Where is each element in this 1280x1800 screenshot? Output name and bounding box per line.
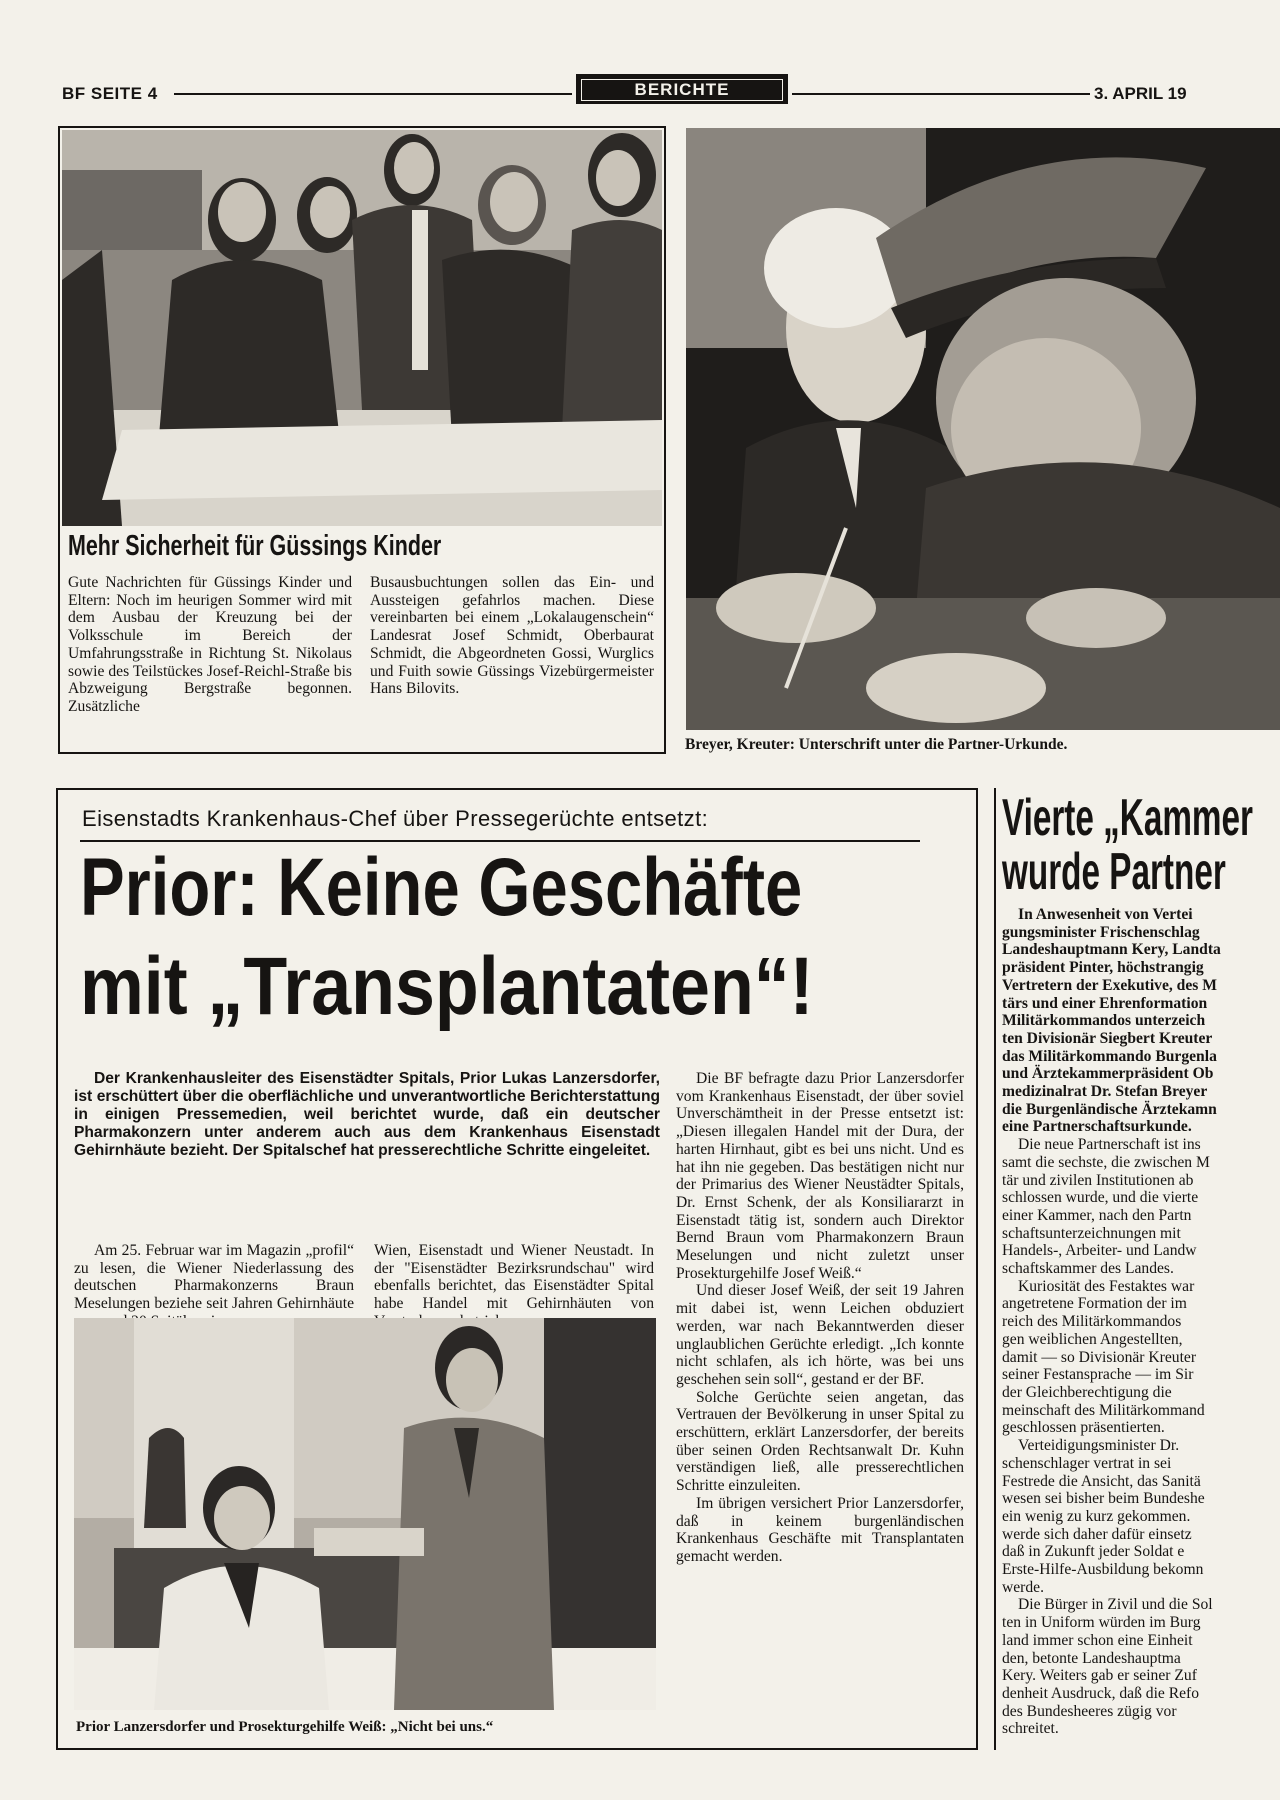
story-guessing-col2: Busausbuchtungen sollen das Ein- und Aussteigen gefahrlos machen. Diese vereinbarten bei einem „Lokalaugenschein“ Landesrat Josef Schmidt, Oberbaurat Schmidt, die Abgeordneten Gossi, Wurglics und Fuith sowie Güssings Vizebürgermeister Hans Bilovits. (370, 574, 654, 698)
text-line: land immer schon eine Einheit (1002, 1631, 1193, 1649)
text-line: ten in Uniform würden im Burg (1002, 1614, 1201, 1632)
text-line: gen weiblichen Angestellten, (1002, 1330, 1183, 1348)
photo-partner-signing-caption: Breyer, Kreuter: Unterschrift unter die Partner-Urkunde. (685, 736, 1068, 753)
text-line: ten Divisionär Siegbert Kreuter (1002, 1029, 1213, 1047)
story-guessing-col1: Gute Nachrichten für Güssings Kinder und Eltern: Noch im heurigen Sommer wird mit dem Ausbau der Kreuzung bei der Volksschule im Bereich der Umfahrungsstraße in Richtung St. Nikolaus sowie des Teilstückes Josef-Reichl-Straße bis Abzweigung Bergstraße begonnen. Zusätzliche (68, 574, 352, 715)
text-line: Militärkommandos unterzeich (1002, 1012, 1206, 1030)
text-line: den, betonte Landeshauptma (1002, 1649, 1181, 1667)
text-line: präsident Pinter, höchstrangig (1002, 959, 1204, 977)
story-prior-col2: Wien, Eisenstadt und Wiener Neustadt. In der "Eisenstädter Bezirksrundschau" wird ebenfalls berichtet, das Eisenstädter Spital habe Handel mit Gehirnhäuten von (374, 1242, 654, 1313)
text-line: werde sich daher dafür einsetz (1002, 1525, 1192, 1543)
page-date: 3. APRIL 19 (1094, 84, 1187, 103)
story-prior-headline-line2: mit „Transplantaten“! (80, 941, 814, 1032)
text-line: Festrede die Ansicht, das Sanitä (1002, 1472, 1201, 1490)
text-line: die Burgenländische Ärztekamn (1002, 1100, 1217, 1118)
text-line: seiner Festansprache — im Sir (1002, 1366, 1194, 1384)
story-kammer-body (1002, 1136, 1280, 1738)
text-line: reich des Militärkommandos (1002, 1313, 1182, 1331)
story-kammer-text (1002, 906, 1280, 1752)
text-line: einer Kammer, nach den Partn (1002, 1206, 1192, 1224)
text-line: damit — so Divisionär Kreuter (1002, 1348, 1197, 1366)
text-line: Vertretern der Exekutive, des M (1002, 976, 1217, 994)
text-line: In Anwesenheit von Vertei (1018, 906, 1193, 923)
section-label: BERICHTE (576, 74, 788, 104)
text-line: samt die sechste, die zwischen M (1002, 1153, 1210, 1171)
text-line: denheit Ausdruck, daß die Refo (1002, 1684, 1200, 1702)
text-line: tär und zivilen Institutionen ab (1002, 1171, 1194, 1189)
story-prior-lead: Der Krankenhausleiter des Eisenstädter Spitals, Prior Lukas Lanzersdorfer, ist erschüttert über die oberflächliche und unverantwortliche Berichterstattung in einigen Pressemedien, weil berichtet wurde, daß ein deutscher Pharmakonzern unter anderem auch aus dem Krankenhaus Eisenstadt Gehirnhäute bezieht. Der Spitalschef hat presserechtliche Schritte eingeleitet. (74, 1070, 660, 1160)
text-line: angetretene Formation der im (1002, 1295, 1187, 1313)
text-line: der Gleichberechtigung die (1002, 1383, 1172, 1401)
text-line: werde. (1002, 1578, 1044, 1596)
photo-guessing-officials (62, 130, 662, 526)
text-line: tärs und einer Ehrenformation (1002, 994, 1208, 1012)
story-kammer-lead (1002, 906, 1280, 1136)
text-line: Kery. Weiters gab er seiner Zuf (1002, 1667, 1197, 1685)
text-line: Die Bürger in Zivil und die Sol (1018, 1596, 1213, 1614)
text-line: schenschlager vertrat in sei (1002, 1454, 1172, 1472)
text-line: und Ärztekammerpräsident Ob (1002, 1065, 1214, 1083)
photo-prior-and-weiss-caption: Prior Lanzersdorfer und Prosekturgehilfe Weiß: „Nicht bei uns.“ (76, 1719, 494, 1735)
text-line: des Bundesheeres zügig vor (1002, 1702, 1177, 1720)
story-kammer-left-rule (994, 788, 996, 1750)
text-line: Verteidigungsminister Dr. (1018, 1437, 1180, 1455)
text-line: ein wenig zu kurz gekommen. (1002, 1507, 1191, 1525)
text-line: Kuriosität des Festaktes war (1018, 1277, 1195, 1295)
story-prior-col3: Die BF befragte dazu Prior Lanzersdorfer vom Krankenhaus Eisenstadt, der über soviel Unverschämtheit in der Presse entsetzt ist: „Diesen illegalen Handel mit der Dura, der harten Hirnhaut, gibt es bei uns nicht. Und es hat ihn nie gegeben. Das bestätigen nicht nur der Primarius des Wiener Neustädter Spitals, Dr. Ernst Schenk, der als Konsiliararzt in Eisenstadt tätig ist, sondern auch Direktor Bernd Braun vom Pharmakonzern Braun Meselungen und nicht zuletzt unser Prosekturgehilfe Josef Weiß.“ Und dieser Josef Weiß, der seit 19 Jahren mit dabei ist, wenn Leichen obduziert werden, war nach Bekanntwerden dieser unglaublichen Gerüchte erledigt. „Ich konnte nicht schlafen, als ich hörte, was bei uns geschehen sein soll“, gestand er der BF. Solche Gerüchte seien angetan, das Vertrauen der Bevölkerung in unser Spital zu erschüttern, erklärt Lanzersdorfer, der bereits über seinen Orden Rechtsanwalt Dr. Kuhn verständigen ließ, alle presserechtlichen Schritte einzuleiten. Im übrigen versichert Prior Lanzersdorfer, daß in keinem burgenländischen Krankenhaus Geschäfte mit Transplantaten gemacht werden. (676, 1070, 964, 1565)
story-guessing-headline: Mehr Sicherheit für Güssings Kinder (68, 530, 442, 562)
header-rule-right (792, 93, 1090, 95)
text-line: schlossen wurde, und die vierte (1002, 1189, 1199, 1207)
text-line: geschlossen präsentierten. (1002, 1419, 1165, 1437)
text-line: Die neue Partnerschaft ist ins (1018, 1136, 1201, 1154)
photo-prior-and-weiss (74, 1318, 656, 1710)
text-line: gungsminister Frischenschlag (1002, 923, 1200, 941)
story-kammer-headline-line2: wurde Partner (1002, 843, 1226, 901)
story-kammer-headline-line1: Vierte „Kammer (1002, 789, 1253, 847)
text-line: schreitet. (1002, 1720, 1059, 1738)
page-folio: BF SEITE 4 (62, 84, 158, 103)
photo-partner-signing (686, 128, 1280, 730)
text-line: schaftskammer des Landes. (1002, 1260, 1174, 1278)
text-line: Handels-, Arbeiter- und Landw (1002, 1242, 1197, 1260)
text-line: Landeshauptmann Kery, Landta (1002, 941, 1221, 959)
text-line: wesen sei bisher beim Bundeshe (1002, 1490, 1205, 1508)
text-line: daß in Zukunft jeder Soldat e (1002, 1543, 1185, 1561)
text-line: das Militärkommando Burgenla (1002, 1047, 1217, 1065)
story-prior-kicker: Eisenstadts Krankenhaus-Chef über Pressegerüchte entsetzt: (82, 806, 709, 831)
story-prior-col1: Am 25. Februar war im Magazin „profil“ zu lesen, die Wiener Niederlassung des deutschen Pharmakonzerns Braun Meselungen beziehe seit Jahren Gehirnhäute (74, 1242, 354, 1313)
text-line: eine Partnerschaftsurkunde. (1002, 1118, 1192, 1136)
header-rule-left (174, 93, 572, 95)
text-line: meinschaft des Militärkommand (1002, 1401, 1205, 1419)
story-prior-headline-line1: Prior: Keine Geschäfte (80, 842, 803, 933)
text-line: Erste-Hilfe-Ausbildung bekomn (1002, 1561, 1204, 1579)
text-line: schaftsunterzeichnungen mit (1002, 1224, 1181, 1242)
text-line: medizinalrat Dr. Stefan Breyer (1002, 1083, 1208, 1101)
